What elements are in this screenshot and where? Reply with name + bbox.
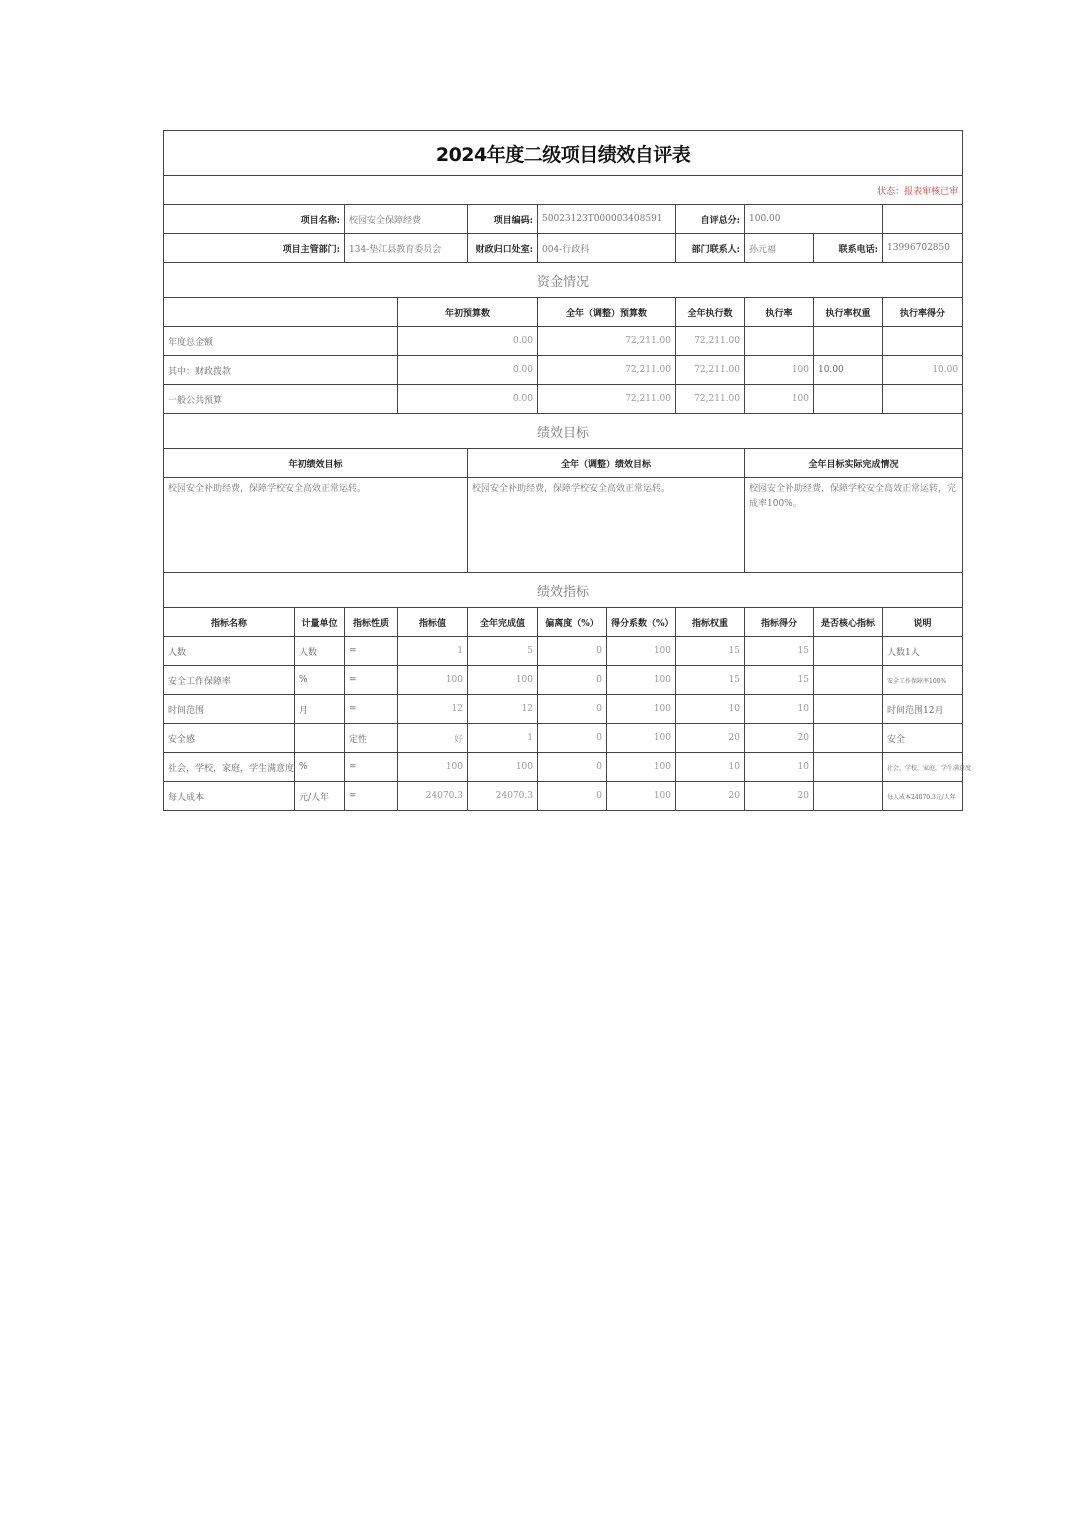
indicator-header-weight: 指标权重 bbox=[676, 608, 745, 637]
table-row bbox=[164, 724, 963, 753]
indicator-unit: % bbox=[295, 666, 345, 695]
funds-row-name: 其中：财政拨款 bbox=[164, 356, 398, 385]
indicator-desc: 安全 bbox=[883, 724, 963, 753]
indicator-header-unit: 计量单位 bbox=[295, 608, 345, 637]
indicator-done: 5 bbox=[468, 637, 538, 666]
indicator-desc: 每人成本24070.3元/人年 bbox=[883, 782, 963, 811]
table-row bbox=[164, 782, 963, 811]
funds-row-initial: 0.00 bbox=[398, 327, 538, 356]
indicator-done: 12 bbox=[468, 695, 538, 724]
funds-row-score bbox=[883, 385, 963, 414]
funds-row-score bbox=[883, 327, 963, 356]
indicator-nature: = bbox=[345, 666, 398, 695]
phone-label: 联系电话: bbox=[814, 234, 883, 263]
indicator-coef: 100 bbox=[607, 724, 676, 753]
indicator-desc: 社会，学校，家庭，学生满意度 bbox=[883, 753, 963, 782]
indicator-dev: 0 bbox=[538, 637, 607, 666]
funds-row-adjusted: 72,211.00 bbox=[538, 327, 676, 356]
funds-header-adjusted: 全年（调整）预算数 bbox=[538, 298, 676, 327]
indicator-header-name: 指标名称 bbox=[164, 608, 295, 637]
goals-section-title: 绩效目标 bbox=[164, 414, 963, 449]
funds-row-score: 10.00 bbox=[883, 356, 963, 385]
indicator-unit: 元/人年 bbox=[295, 782, 345, 811]
indicator-header-score: 指标得分 bbox=[745, 608, 814, 637]
indicator-target: 1 bbox=[398, 637, 468, 666]
indicator-header-done: 全年完成值 bbox=[468, 608, 538, 637]
indicator-name: 安全工作保障率 bbox=[164, 666, 295, 695]
funds-row-name: 年度总金额 bbox=[164, 327, 398, 356]
indicator-weight: 10 bbox=[676, 695, 745, 724]
indicator-target: 100 bbox=[398, 666, 468, 695]
indicator-unit: 月 bbox=[295, 695, 345, 724]
indicator-weight: 15 bbox=[676, 637, 745, 666]
goals-header-actual: 全年目标实际完成情况 bbox=[745, 449, 963, 478]
funds-row-initial: 0.00 bbox=[398, 356, 538, 385]
indicator-weight: 20 bbox=[676, 782, 745, 811]
indicator-desc: 人数1人 bbox=[883, 637, 963, 666]
funds-header-rate: 执行率 bbox=[745, 298, 814, 327]
funds-row bbox=[164, 327, 963, 356]
funds-row-executed: 72,211.00 bbox=[676, 327, 745, 356]
evaluation-table bbox=[163, 130, 972, 811]
indicators-header-row bbox=[164, 608, 963, 637]
indicator-score: 10 bbox=[745, 695, 814, 724]
indicator-score: 15 bbox=[745, 637, 814, 666]
indicator-unit bbox=[295, 724, 345, 753]
funds-row-initial: 0.00 bbox=[398, 385, 538, 414]
indicator-target: 12 bbox=[398, 695, 468, 724]
indicator-header-nature: 指标性质 bbox=[345, 608, 398, 637]
indicator-unit: % bbox=[295, 753, 345, 782]
indicator-weight: 10 bbox=[676, 753, 745, 782]
funds-row-executed: 72,211.00 bbox=[676, 356, 745, 385]
indicator-header-dev: 偏离度（%） bbox=[538, 608, 607, 637]
indicator-header-coef: 得分系数（%） bbox=[607, 608, 676, 637]
indicator-header-desc: 说明 bbox=[883, 608, 963, 637]
indicator-done: 100 bbox=[468, 666, 538, 695]
indicator-core bbox=[814, 753, 883, 782]
indicator-weight: 15 bbox=[676, 666, 745, 695]
indicator-unit: 人数 bbox=[295, 637, 345, 666]
dept: 134-垫江县教育委员会 bbox=[345, 234, 468, 263]
indicator-dev: 0 bbox=[538, 724, 607, 753]
indicator-core bbox=[814, 666, 883, 695]
indicator-coef: 100 bbox=[607, 695, 676, 724]
funds-row-adjusted: 72,211.00 bbox=[538, 356, 676, 385]
indicator-dev: 0 bbox=[538, 695, 607, 724]
funds-row-rate: 100 bbox=[745, 356, 814, 385]
table-row bbox=[164, 695, 963, 724]
indicator-core bbox=[814, 782, 883, 811]
indicator-name: 安全感 bbox=[164, 724, 295, 753]
funds-row-weight: 10.00 bbox=[814, 356, 883, 385]
funds-row-weight bbox=[814, 385, 883, 414]
indicator-name: 时间范围 bbox=[164, 695, 295, 724]
funds-row bbox=[164, 356, 963, 385]
funds-row-rate: 100 bbox=[745, 385, 814, 414]
indicator-coef: 100 bbox=[607, 637, 676, 666]
indicator-dev: 0 bbox=[538, 666, 607, 695]
indicators-section-title: 绩效指标 bbox=[164, 573, 963, 608]
project-code-label: 项目编码: bbox=[468, 205, 538, 234]
finance-label: 财政归口处室: bbox=[468, 234, 538, 263]
indicator-core bbox=[814, 637, 883, 666]
indicator-score: 20 bbox=[745, 782, 814, 811]
indicator-header-core: 是否核心指标 bbox=[814, 608, 883, 637]
project-name: 校园安全保障经费 bbox=[345, 205, 468, 234]
dept-label: 项目主管部门: bbox=[164, 234, 345, 263]
indicator-desc: 时间范围12月 bbox=[883, 695, 963, 724]
indicator-desc: 安全工作保障率100% bbox=[883, 666, 963, 695]
indicator-coef: 100 bbox=[607, 782, 676, 811]
funds-section-title: 资金情况 bbox=[164, 263, 963, 298]
indicator-score: 20 bbox=[745, 724, 814, 753]
funds-header-executed: 全年执行数 bbox=[676, 298, 745, 327]
status-note: 状态：报表审核已审 bbox=[164, 176, 963, 205]
indicator-name: 每人成本 bbox=[164, 782, 295, 811]
indicator-nature: = bbox=[345, 637, 398, 666]
evaluation-sheet bbox=[163, 130, 972, 811]
indicator-done: 1 bbox=[468, 724, 538, 753]
self-score-label: 自评总分: bbox=[676, 205, 745, 234]
indicator-core bbox=[814, 695, 883, 724]
goal-adjusted: 校园安全补助经费，保障学校安全高效正常运转。 bbox=[468, 478, 745, 573]
funds-header-weight: 执行率权重 bbox=[814, 298, 883, 327]
indicator-header-target: 指标值 bbox=[398, 608, 468, 637]
table-row bbox=[164, 666, 963, 695]
funds-header-initial: 年初预算数 bbox=[398, 298, 538, 327]
funds-row-rate bbox=[745, 327, 814, 356]
indicator-done: 100 bbox=[468, 753, 538, 782]
indicator-target: 100 bbox=[398, 753, 468, 782]
funds-corner bbox=[164, 298, 398, 327]
table-row bbox=[164, 753, 963, 782]
funds-row-executed: 72,211.00 bbox=[676, 385, 745, 414]
indicator-name: 社会，学校，家庭，学生满意度 bbox=[164, 753, 295, 782]
indicator-weight: 20 bbox=[676, 724, 745, 753]
indicator-coef: 100 bbox=[607, 753, 676, 782]
phone: 13996702850 bbox=[883, 234, 963, 263]
indicator-name: 人数 bbox=[164, 637, 295, 666]
indicator-score: 10 bbox=[745, 753, 814, 782]
funds-header-score: 执行率得分 bbox=[883, 298, 963, 327]
indicator-nature: = bbox=[345, 782, 398, 811]
goal-actual: 校园安全补助经费，保障学校安全高效正常运转，完成率100%。 bbox=[745, 478, 963, 573]
finance: 004-行政科 bbox=[538, 234, 676, 263]
indicator-core bbox=[814, 724, 883, 753]
indicator-nature: = bbox=[345, 753, 398, 782]
indicator-dev: 0 bbox=[538, 782, 607, 811]
contact: 孙元福 bbox=[745, 234, 814, 263]
project-code: 50023123T000003408591 bbox=[538, 205, 676, 234]
self-score: 100.00 bbox=[745, 205, 883, 234]
funds-row-weight bbox=[814, 327, 883, 356]
goal-initial: 校园安全补助经费，保障学校安全高效正常运转。 bbox=[164, 478, 468, 573]
contact-label: 部门联系人: bbox=[676, 234, 745, 263]
goals-header-adjusted: 全年（调整）绩效目标 bbox=[468, 449, 745, 478]
project-name-label: 项目名称: bbox=[164, 205, 345, 234]
indicator-target: 好 bbox=[398, 724, 468, 753]
funds-row bbox=[164, 385, 963, 414]
funds-row-name: 一般公共预算 bbox=[164, 385, 398, 414]
empty-cell bbox=[883, 205, 963, 234]
indicator-nature: = bbox=[345, 695, 398, 724]
indicator-dev: 0 bbox=[538, 753, 607, 782]
indicator-nature: 定性 bbox=[345, 724, 398, 753]
indicator-score: 15 bbox=[745, 666, 814, 695]
table-row bbox=[164, 637, 963, 666]
indicator-coef: 100 bbox=[607, 666, 676, 695]
goals-header-initial: 年初绩效目标 bbox=[164, 449, 468, 478]
indicator-target: 24070.3 bbox=[398, 782, 468, 811]
page-title: 2024年度二级项目绩效自评表 bbox=[164, 131, 963, 176]
indicator-done: 24070.3 bbox=[468, 782, 538, 811]
funds-row-adjusted: 72,211.00 bbox=[538, 385, 676, 414]
